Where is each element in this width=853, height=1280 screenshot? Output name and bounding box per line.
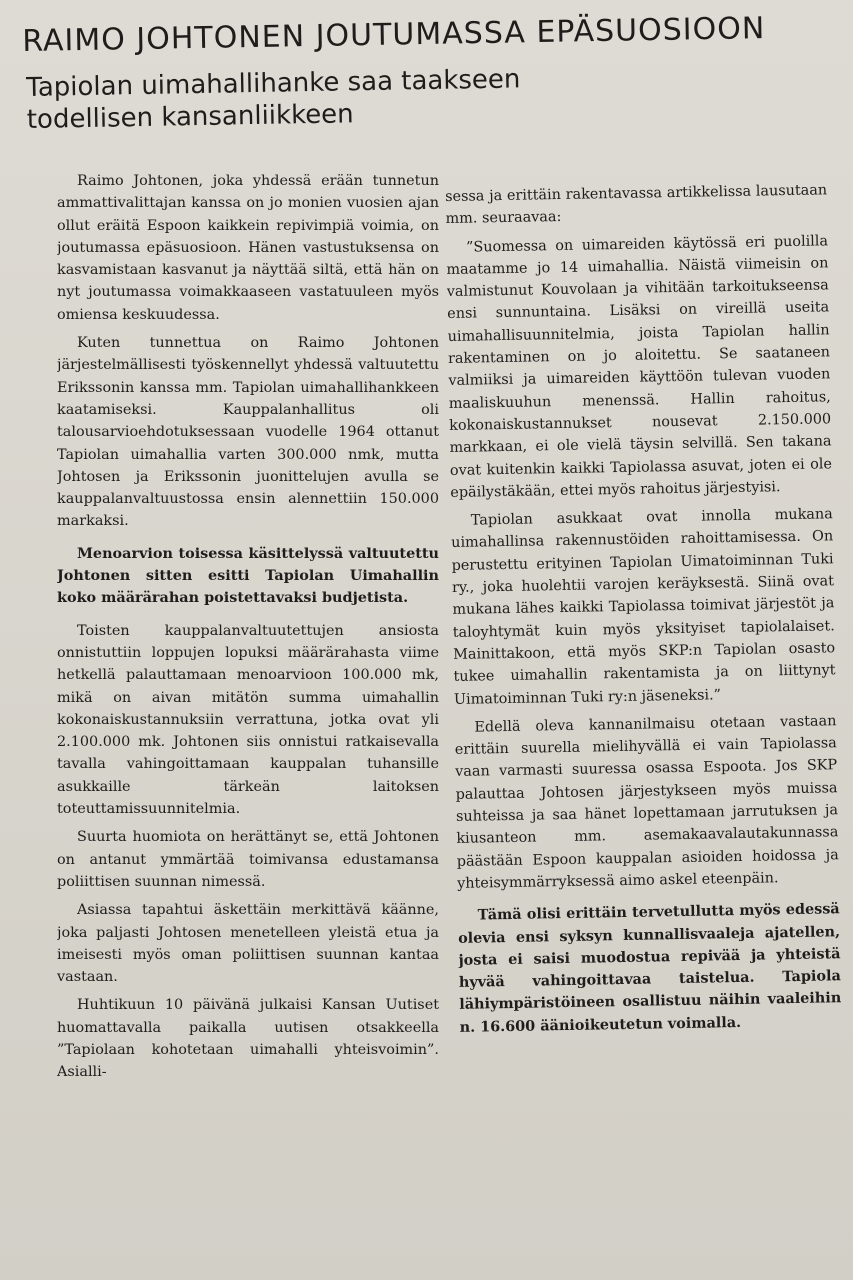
article-headline: RAIMO JOHTONEN JOUTUMASSA EPÄSUOSIOON: [22, 11, 766, 59]
paragraph: Raimo Johtonen, joka yhdessä erään tunnetun ammattivalittajan kanssa on jo monien vuosien ajan ollut eräitä Espoon kaikkein repivimpiä voimia, on joutumassa epäsuosioon. Hänen vastustuksensa on kasvamistaan kasvanut ja näyttää siltä, että hän on nyt joutumassa voimakkaaseen vastatuuleen myös omiensa keskuudessa.: [57, 173, 439, 323]
bold-paragraph: Tämä olisi erittäin tervetullutta myös edessä olevia ensi syksyn kunnallisvaaleja ajatellen, josta ei saisi muodostua repivää ja yhteistä hyvää vahingoittavaa taistelua. Tapiola lähiympäristöineen osallistuu näihin vaaleihin n. 16.600 äänioikeutetun voimalla.: [457, 900, 842, 1036]
bold-paragraph: Menoarvion toisessa käsittelyssä valtuutettu Johtonen sitten esitti Tapiolan Uimahallin koko määrärahan poistettavaksi budjetista.: [57, 544, 439, 607]
subheadline-line: todellisen kansanliikkeen: [26, 99, 354, 135]
left-column: [57, 170, 439, 1275]
paragraph: Suurta huomiota on herättänyt se, että Johtonen on antanut ymmärtää toimivansa edustamansa poliittisen suunnan nimessä.: [57, 829, 439, 890]
article-subheadline: [26, 62, 627, 136]
paragraph: Kuten tunnettua on Raimo Johtonen järjestelmällisesti työskennellyt yhdessä valtuutettu Erikssonin kanssa mm. Tapiolan uimahallihankkeen kaatamiseksi. Kauppalanhallitus oli talousarvioehdotuksessaan vuodelle 1964 ottanut Tapiolan uimahallia varten 300.000 nmk, mutta Johtosen ja Erikssonin juonittelujen avulla se kauppalanvaltuustossa ensin alennettiin 150.000 markaksi.: [57, 335, 439, 530]
right-column: [445, 179, 846, 1280]
subheadline-line: Tapiolan uimahallihanke saa taakseen: [26, 64, 521, 103]
quote-paragraph: ”Suomessa on uimareiden käytössä eri puolilla maatamme jo 14 uimahallia. Näistä viimeisin on valmistunut Kouvolaan ja vihitään tarkoitukseensa ensi sunnuntaina. Lisäksi on vireillä useita uimahallisuunnitelmia, joista Tapiolan hallin rakentaminen on jo aloitettu. Se saataneen valmiiksi ja uimareiden käyttöön tulevan vuoden maaliskuuhun menenssä. Hallin rahoitus, kokonaiskustannukset nousevat 2.150.000 markkaan, ei ole vielä täysin selvillä. Sen takana ovat kuitenkin kaikki Tapiolassa asuvat, joten ei ole epäilystäkään, ettei myös rahoitus järjestyisi.: [446, 232, 833, 501]
paragraph: Huhtikuun 10 päivänä julkaisi Kansan Uutiset huomattavalla paikalla uutisen otsakkeella ”Tapiolaan kohotetaan uimahalli yhteisvoimin”. Asialli-: [57, 997, 439, 1081]
quote-paragraph: Tapiolan asukkaat ovat innolla mukana uimahallinsa rakennustöiden rahoittamisessa. On perustettu erityinen Tapiolan Uimatoiminnan Tuki ry., joka huolehtii varojen keräyksestä. Siinä ovat mukana lähes kaikki Tapiolassa toimivat järjestöt ja taloyhtymät kuin myös yksityiset tapiolalaiset. Mainittakoon, että myös SKP:n Tapiolan osasto tukee uimahallin rakentamista ja on liittynyt Uimatoiminnan Tuki ry:n jäseneksi.”: [451, 506, 836, 708]
paragraph: sessa ja erittäin rakentavassa artikkelissa lausutaan mm. seuraavaa:: [445, 182, 828, 228]
paragraph: Toisten kauppalanvaltuutettujen ansiosta onnistuttiin loppujen lopuksi määrärahasta viime hetkellä palauttamaan menoarvioon 100.000 mk, mikä on aivan mitätön summa uimahallin kokonaiskustannuksiin verrattuna, jotka ovat yli 2.100.000 mk. Johtonen siis onnistui ratkaisevalla tavalla vahingoittamaan kauppalan tuhansille asukkaille tärkeän laitoksen toteuttamissuunnitelmia.: [57, 622, 439, 818]
paragraph: Edellä oleva kannanilmaisu otetaan vastaan erittäin suurella mielihyvällä ei vain Tapiolassa vaan varmasti suuressa osassa Espoota. Jos SKP palauttaa Johtosen järjestykseen myös muissa suhteissa ja saa hänet lopettamaan jarrutuksen ja kiusanteon mm. asemakaavalautakunnassa päästään Espoon kauppalan asioiden hoidossa ja yhteisymmärryksessä aimo askel eteenpäin.: [454, 713, 839, 892]
paragraph: Asiassa tapahtui äskettäin merkittävä käänne, joka paljasti Johtosen menetelleen yleistä etua ja imeisesti myös oman poliittisen suunnan kantaa vastaan.: [57, 902, 439, 986]
